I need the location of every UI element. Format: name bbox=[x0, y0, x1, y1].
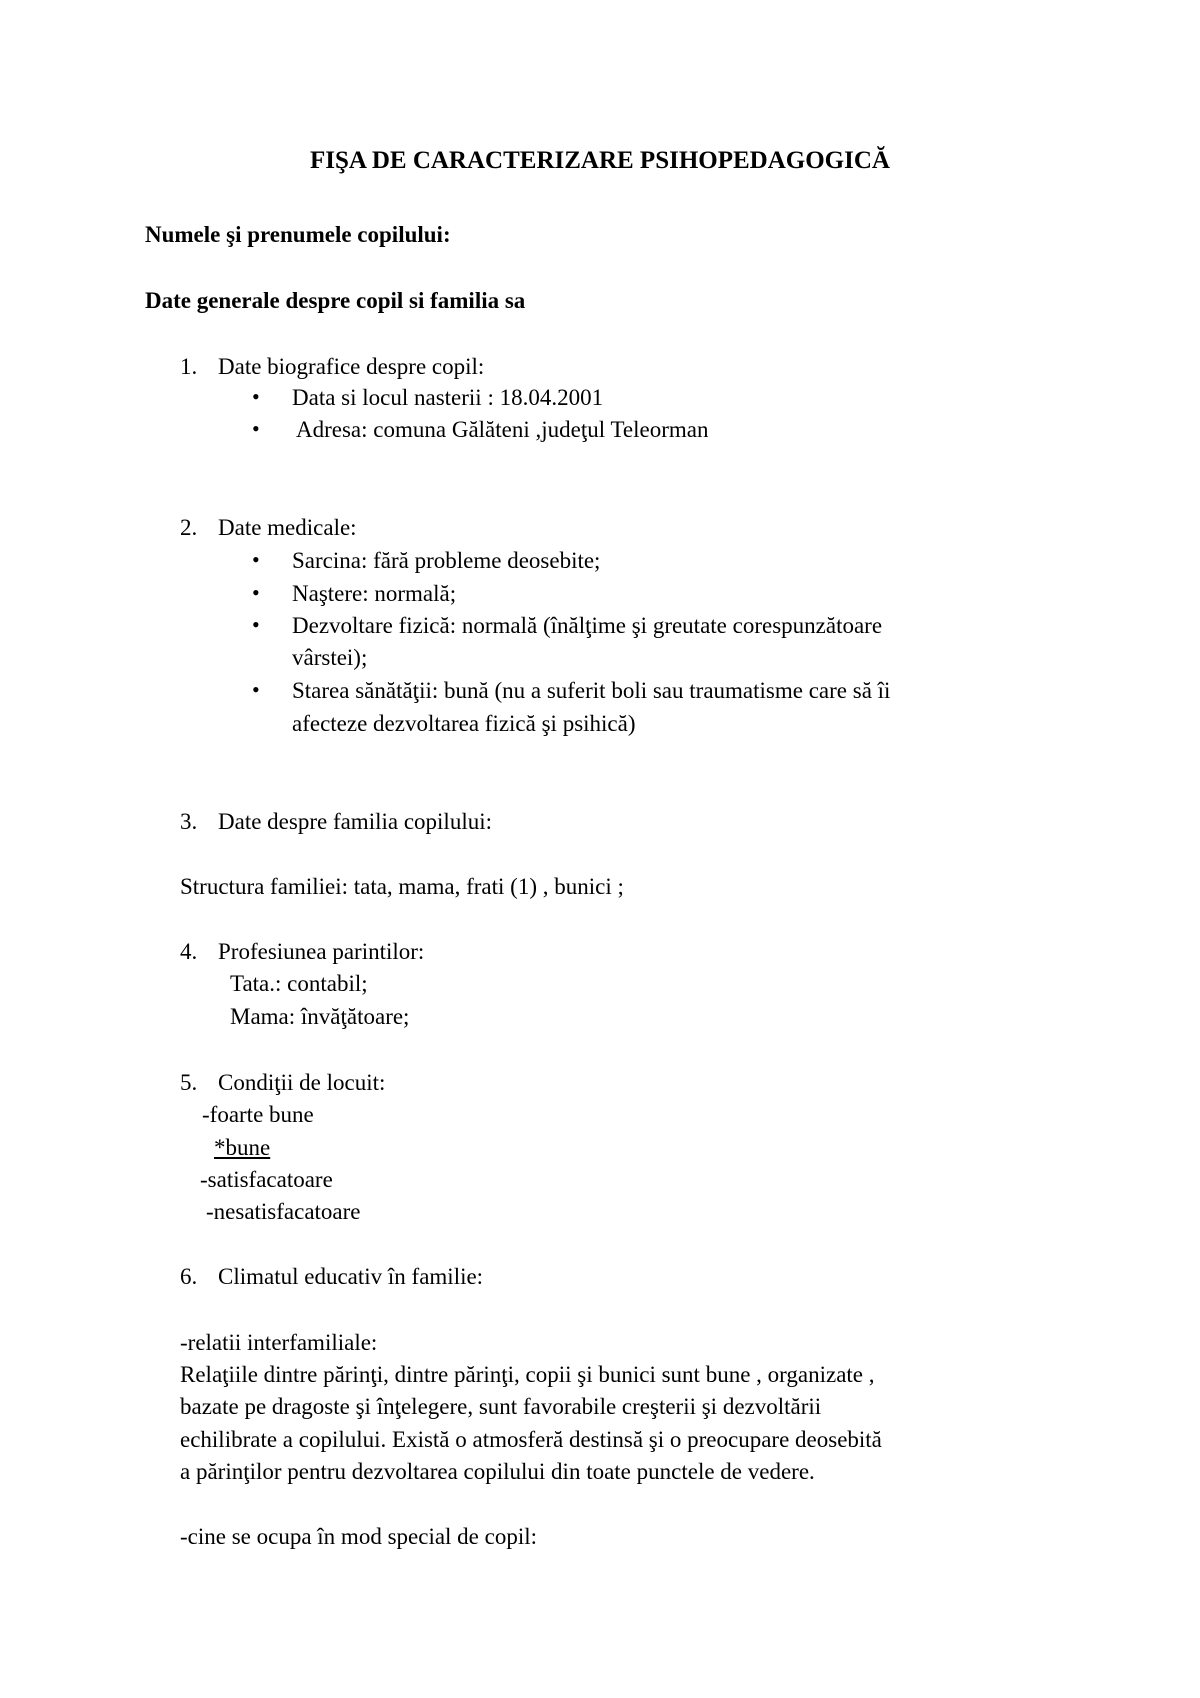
section-number: 5. bbox=[180, 1070, 198, 1095]
bullet-icon: • bbox=[252, 612, 260, 637]
section-number: 6. bbox=[180, 1264, 198, 1289]
section-heading: Condiţii de locuit: bbox=[218, 1070, 386, 1095]
paragraph-line: echilibrate a copilului. Există o atmosferă destinsă şi o preocupare deosebită bbox=[180, 1427, 882, 1452]
section-number: 1. bbox=[180, 354, 198, 379]
section-heading: Date medicale: bbox=[218, 515, 357, 540]
list-item-continuation: vârstei); bbox=[292, 645, 368, 670]
section-heading: Date biografice despre copil: bbox=[218, 354, 485, 379]
option-item: -satisfacatoare bbox=[200, 1167, 333, 1192]
list-item: Sarcina: fără probleme deosebite; bbox=[292, 548, 601, 573]
section-number: 4. bbox=[180, 939, 198, 964]
bullet-icon: • bbox=[252, 416, 260, 441]
list-item: Dezvoltare fizică: normală (înălţime şi greutate corespunzătoare bbox=[292, 613, 883, 638]
general-heading: Date generale despre copil si familia sa bbox=[145, 288, 526, 313]
section-heading: Climatul educativ în familie: bbox=[218, 1264, 484, 1289]
subheading: -cine se ocupa în mod special de copil: bbox=[180, 1524, 538, 1549]
father-profession: Tata.: contabil; bbox=[230, 971, 368, 996]
family-structure: Structura familiei: tata, mama, frati (1) , bunici ; bbox=[180, 874, 624, 899]
bullet-icon: • bbox=[252, 580, 260, 605]
paragraph-line: Relaţiile dintre părinţi, dintre părinţi, copii şi bunici sunt bune , organizate , bbox=[180, 1362, 875, 1387]
bullet-icon: • bbox=[252, 677, 260, 702]
list-item: Naştere: normală; bbox=[292, 581, 457, 606]
list-item: Starea sănătăţii: bună (nu a suferit boli sau traumatisme care să îi bbox=[292, 678, 891, 703]
list-item: Data si locul nasterii : 18.04.2001 bbox=[292, 385, 604, 410]
list-item-continuation: afecteze dezvoltarea fizică şi psihică) bbox=[292, 711, 636, 736]
mother-profession: Mama: învăţătoare; bbox=[230, 1004, 410, 1029]
child-name-label: Numele şi prenumele copilului: bbox=[145, 222, 451, 247]
section-number: 2. bbox=[180, 515, 198, 540]
paragraph-line: a părinţilor pentru dezvoltarea copilului din toate punctele de vedere. bbox=[180, 1459, 815, 1484]
bullet-icon: • bbox=[252, 547, 260, 572]
subheading: -relatii interfamiliale: bbox=[180, 1330, 378, 1355]
section-heading: Date despre familia copilului: bbox=[218, 809, 492, 834]
section-heading: Profesiunea parintilor: bbox=[218, 939, 425, 964]
paragraph-line: bazate pe dragoste şi înţelegere, sunt favorabile creşterii şi dezvoltării bbox=[180, 1394, 822, 1419]
list-item: Adresa: comuna Gălăteni ,judeţul Teleorman bbox=[296, 417, 709, 442]
bullet-icon: • bbox=[252, 384, 260, 409]
option-item: -nesatisfacatoare bbox=[206, 1199, 361, 1224]
selected-option: *bune bbox=[214, 1135, 271, 1160]
section-number: 3. bbox=[180, 809, 198, 834]
page-title: FIŞA DE CARACTERIZARE PSIHOPEDAGOGICĂ bbox=[310, 147, 890, 174]
option-item: -foarte bune bbox=[202, 1102, 314, 1127]
